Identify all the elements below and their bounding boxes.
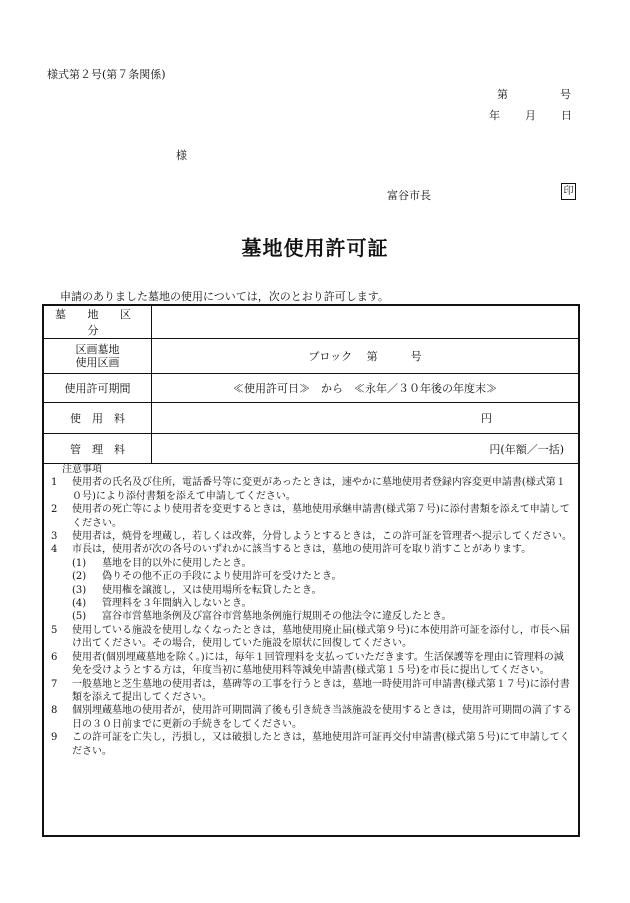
list-subitem [44,597,578,610]
permit-frame [42,304,580,837]
note-number: 6 [51,651,58,663]
page-title: 墓地使用許可証 [241,236,389,260]
row-value-usage-fee: 円 [152,403,579,434]
note-text: 市長は，使用者が次の各号のいずれかに該当するときは，墓地の使用許可を取り消すことがあります。 [72,544,532,556]
list-item [44,678,578,705]
number-suffix: 号 [560,88,571,101]
table-row [44,306,578,339]
note-number: 3 [51,531,58,543]
row-value-period: ≪使用許可日≫ から ≪永年／３０年後の年度末≫ [152,374,579,403]
month-label: 月 [525,109,536,122]
note-text: 使用者は，焼骨を埋蔵し，若しくは改葬，分骨しようとするときは，この許可証を管理者へ提示してください。 [72,531,572,543]
subitem-text: 偽りその他不正の手段により使用許可を受けたとき。 [102,571,342,583]
table-row [44,374,578,403]
note-number: 7 [51,678,58,690]
subitem-text: 使用権を譲渡し，又は使用場所を転貸したとき。 [102,584,322,596]
row-label-plot-line1: 区画墓地 [75,343,120,356]
list-subitem [44,557,578,570]
table-row [44,339,578,374]
subitem-number: (4) [72,598,87,610]
list-item [44,476,578,503]
list-subitem [44,610,578,623]
table-row [44,434,578,464]
list-subitem [44,570,578,583]
form-id: 様式第２号(第７条関係) [47,68,166,81]
list-item [44,530,578,543]
row-label-usage-fee: 使 用 料 [44,403,152,434]
note-text: 使用者の氏名及び住所，電話番号等に変更があったときは，速やかに墓地使用者登録内容変更申請書(様式第１０号)により添付書類を添えて申請してください。 [72,477,566,502]
year-label: 年 [489,109,500,122]
issuer: 富谷市長 [387,189,431,202]
day-label: 日 [561,109,572,122]
note-number: 1 [51,477,58,489]
note-number: 5 [51,624,58,636]
list-item [44,503,578,530]
list-item [44,731,578,758]
number-prefix: 第 [497,88,508,101]
note-text: この許可証を亡失し，汚損し，又は破損したときは，墓地使用許可証再交付申請書(様式第５号)にて申請してください。 [72,732,570,757]
row-label-period: 使用許可期間 [44,374,152,403]
subitem-number: (3) [72,584,87,596]
row-label-plot [44,339,152,374]
note-text: 個別埋蔵墓地の使用者が，使用許可期間満了後も引き続き当該施設を使用するときは，使用許可期間の満了する日の３０日前までに更新の手続きをしてください。 [72,705,572,730]
list-subitem [44,584,578,597]
note-number: 2 [51,504,58,516]
list-item [44,651,578,678]
list-item [44,543,578,556]
list-item [44,624,578,651]
permit-table [44,306,578,464]
subitem-number: (1) [72,557,87,569]
intro-text: 申請のありました墓地の使用については，次のとおり許可します。 [60,290,389,303]
row-value-cemetery-type [152,306,579,339]
list-item [44,704,578,731]
seal-mark: 印 [561,183,576,200]
note-number: 4 [51,544,58,556]
subitem-text: 富谷市営墓地条例及び富谷市営墓地条例施行規則その他法令に違反したとき。 [102,611,452,623]
row-value-plot: ブロック 第 号 [152,339,579,374]
table-row [44,403,578,434]
note-text: 使用している施設を使用しなくなったときは，墓地使用廃止届(様式第９号)に本使用許可証を添付し，市長へ届け出てください。その場合，使用していた施設を原状に回復してください。 [72,624,570,650]
row-label-management-fee: 管 理 料 [44,434,152,464]
subitem-text: 墓地を目的以外に使用したとき。 [102,557,252,569]
note-number: 8 [51,705,58,717]
note-text: 一般墓地と芝生墓地の使用者は，墓碑等の工事を行うときは，墓地一時使用許可申請書(様式第１７号)に添付書類を添えて提出してください。 [72,678,570,703]
addressee-suffix: 様 [176,149,187,162]
subitem-number: (2) [72,571,87,583]
subitem-text: 管理料を３年間納入しないとき。 [102,598,252,610]
row-label-cemetery-type: 墓 地 区 分 [44,306,152,339]
notes-heading: 注意事項 [62,464,102,475]
note-text: 使用者の死亡等により使用者を変更するときは，墓地使用承継申請書(様式第７号)に添付書類を添えて申請してください。 [72,504,570,529]
subitem-number: (5) [72,611,87,623]
row-value-management-fee: 円(年額／一括) [152,434,579,464]
note-text: 使用者(個別埋蔵墓地を除く。)には，毎年１回管理料を支払っていただきます。生活保護等を理由に管理料の減免を受けようとする方は，年度当初に墓地使用料等減免申請書(様式第１５号)を市長に提出してください。 [72,651,564,677]
notes-section [44,463,578,758]
row-label-plot-line2: 使用区画 [75,356,120,369]
note-number: 9 [51,732,58,744]
